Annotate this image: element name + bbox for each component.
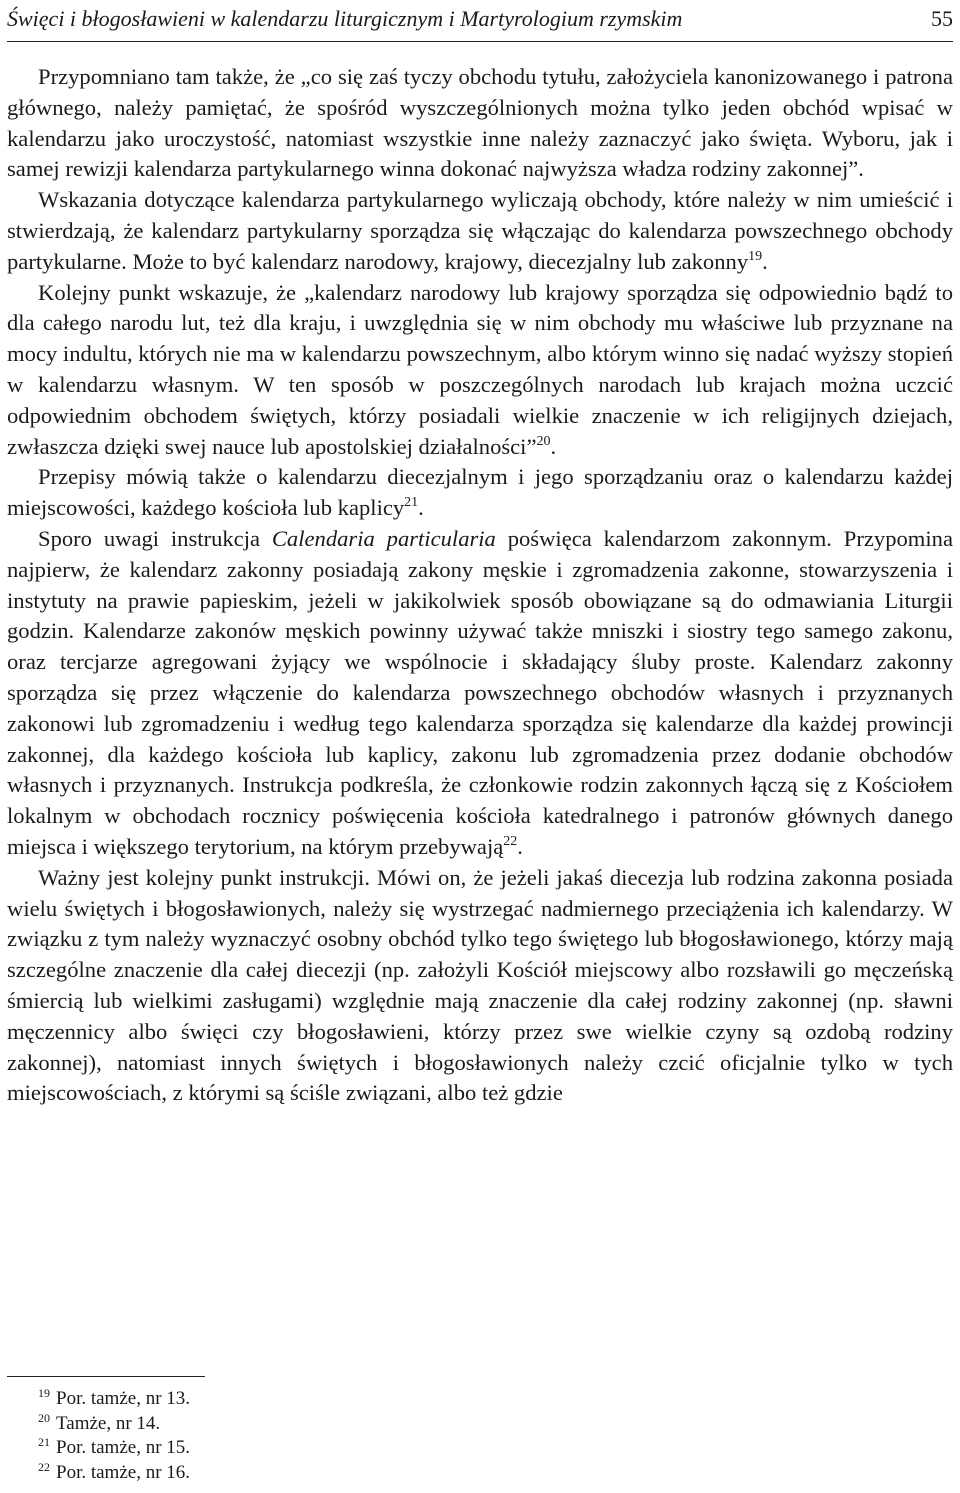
footnote-number: 19 [38,1386,50,1400]
footnote-reference: 21 [404,495,419,511]
paragraph [7,462,953,524]
text-run: Sporo uwagi instrukcja [38,525,272,551]
text-run: . [418,495,424,521]
text-run: Przypomniano tam także, że „co się zaś tyczy obchodu tytułu, założyciela kanonizowanego i patrona głównego, należy pamiętać, że spośród wyszczególnionych można tylko jeden obchód wpisać w kalendarzu jako uroczystość, natomiast wszystkie inne należy zaznaczyć jako święta. Wyboru, jak i samej rewizji kalendarza partykularnego winna dokonać najwyższa władza rodziny zakonnej”. [7,64,953,182]
body-text [7,62,953,1109]
footnote-reference: 22 [503,833,518,849]
paragraph [7,278,953,463]
footnote-item [38,1387,638,1412]
footnote-text: Por. tamże, nr 16. [56,1461,191,1483]
header-rule [7,41,953,42]
text-run: . [550,433,557,459]
italic-title: Calendaria particularia [271,525,496,551]
footnote-reference: 19 [748,248,763,264]
text-run: Wskazania dotyczące kalendarza partykularnego wyliczają obchody, które należy w nim umieścić i stwierdzają, że kalendarz partykularny sporządza się włączając do kalendarza powszechnego obchody partykularne. Może to być kalendarz narodowy, krajowy, diecezjalny lub zakonny [7,187,953,274]
footnote-item [38,1412,638,1437]
footnotes [38,1387,638,1485]
footnote-text: Tamże, nr 14. [56,1412,161,1434]
footnote-item [38,1461,638,1486]
footnote-number: 21 [38,1435,50,1449]
footnote-number: 20 [38,1410,50,1425]
footnote-item [38,1436,638,1461]
paragraph [7,524,953,863]
running-title: Święci i błogosławieni w kalendarzu liturgicznym i Martyrologium rzymskim [7,6,683,31]
text-run: Kolejny punkt wskazuje, że „kalendarz narodowy lub krajowy sporządza się odpowiednio bądź to dla całego narodu lut, też dla kraju, i uwzględnia się w nim obchody mu właściwe lub przyznane na mocy indultu, których nie ma w kalendarzu powszechnym, albo którym winno się nadać wyższy stopień w kalendarzu własnym. W ten sposób w poszczególnych narodach lub krajach można uczcić odpowiednim obchodem świętych, którzy posiadali wielkie znaczenie w ich religijnych dziejach, zwłaszcza dzięki swej nauce lub apostolskiej działalności” [7,279,953,459]
footnote-reference: 20 [536,433,551,449]
page-number: 55 [931,6,953,31]
text-run: poświęca kalendarzom zakonnym. Przypomina najpierw, że kalendarz zakonny posiadają zakony męskie i zgromadzenia zakonne, stowarzyszenia i instytuty na prawie papieskim, jeżeli w jakikolwiek sposób obowiązane są do odmawiania Liturgii godzin. Kalendarze zakonów męskich powinny używać także mniszki i siostry tego samego zakonu, oraz tercjarze agregowani żyjący we wspólnocie i składający śluby proste. Kalendarz zakonny sporządza się przez włączenie do kalendarza powszechnego obchodów własnych i przyznanych zakonowi lub zgromadzeniu i według tego kalendarza sporządza się kalendarze dla każdej prowincji zakonnej, dla każdego kościoła lub kaplicy, zakonu lub zgromadzenia przez dodanie obchodów własnych i przyznanych. Instrukcja podkreśla, że członkowie rodzin zakonnych łączą się z Kościołem lokalnym w obchodach rocznicy poświęcenia kościoła katedralnego i patronów głównych danego miejsca i większego terytorium, na którym przebywają [7,525,953,859]
text-run: . [762,248,768,274]
running-header [7,6,953,36]
paragraph [7,62,953,185]
text-run: Ważny jest kolejny punkt instrukcji. Mówi on, że jeżeli jakaś diecezja lub rodzina zakonna posiada wielu świętych i błogosławionych, należy się wystrzegać nadmiernego przeciążenia ich kalendarzy. W związku z tym należy wyznaczyć osobny obchód tylko tego świętego lub błogosławionego, którzy mają szczególne znaczenie dla całej diecezji (np. założyli Kościół miejscowy albo rozsławili go męczeńską śmiercią lub wielkimi zasługami) względnie mają znaczenie dla całej rodziny zakonnej (np. sławni męczennicy albo święci czy błogosławieni, którzy przez swe wielkie czyny są ozdobą rodziny zakonnej), natomiast innych świętych i błogosławionych należy czcić oficjalnie tylko w tych miejscowościach, z którymi są ściśle związani, albo też gdzie [7,864,953,1106]
text-run: . [517,833,523,859]
footnote-rule [7,1376,205,1377]
paragraph [7,185,953,277]
paragraph [7,863,953,1109]
text-run: Przepisy mówią także o kalendarzu diecezjalnym i jego sporządzaniu oraz o kalendarzu każdej miejscowości, każdego kościoła lub kaplicy [7,464,953,521]
footnote-text: Por. tamże, nr 15. [56,1437,191,1458]
footnote-text: Por. tamże, nr 13. [56,1388,191,1409]
document-page [7,0,953,1493]
footnote-number: 22 [38,1459,50,1474]
